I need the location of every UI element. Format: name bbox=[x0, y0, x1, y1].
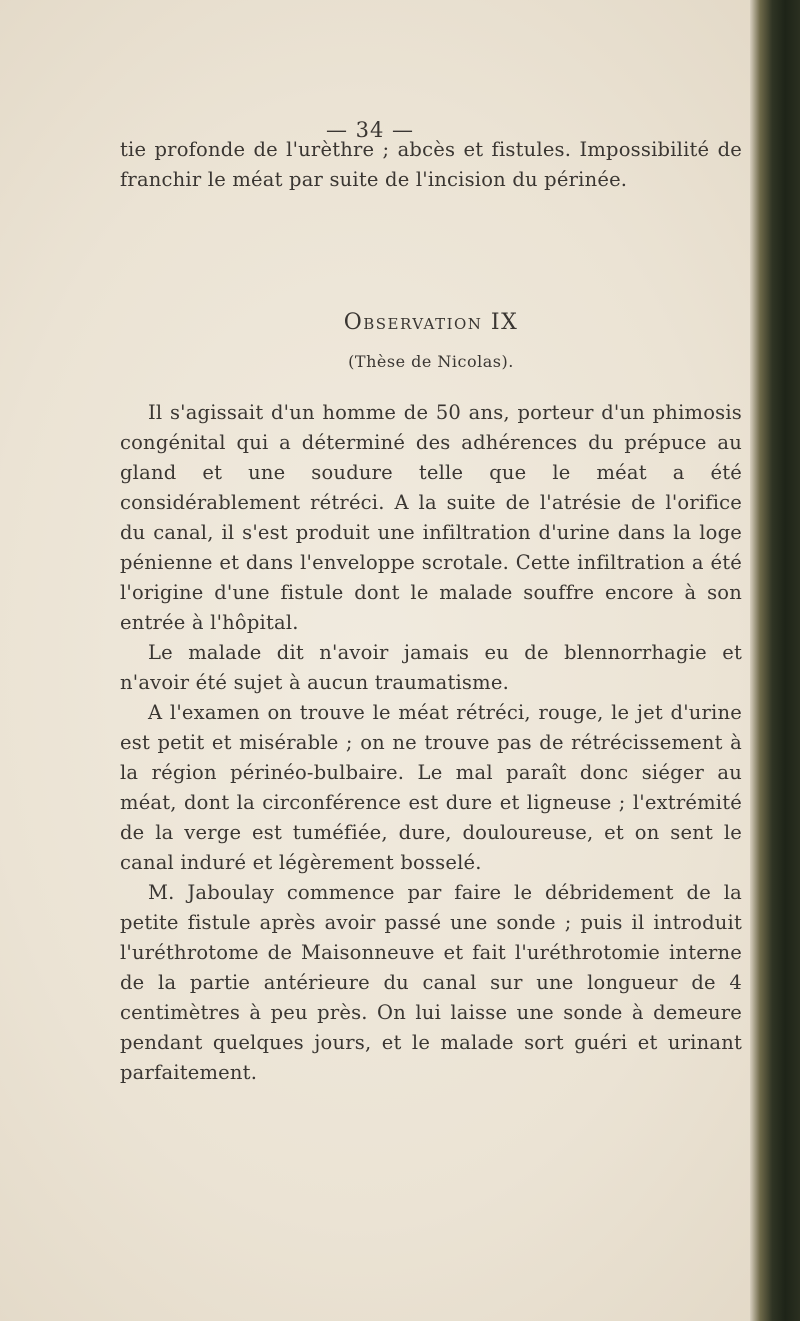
observation-title: Observation IX bbox=[343, 310, 519, 335]
observation-body bbox=[120, 398, 742, 1088]
observation-source: (Thèse de Nicolas). bbox=[348, 352, 514, 371]
body-paragraph: A l'examen on trouve le méat rétréci, rouge, le jet d'urine est petit et misérable ; on ne trouve pas de rétrécissement à la région périnéo-bulbaire. Le mal paraît donc siéger au méat, dont la circonférence est dure et ligneuse ; l'extrémité de la verge est tuméfiée, dure, douloureuse, et on sent le canal induré et légèrement bosselé. bbox=[120, 701, 742, 874]
book-spine-edge bbox=[750, 0, 800, 1321]
intro-paragraph: tie profonde de l'urèthre ; abcès et fistules. Impossibilité de franchir le méat par suite de l'incision du périnée. bbox=[120, 138, 742, 191]
body-paragraph: Le malade dit n'avoir jamais eu de blennorrhagie et n'avoir été sujet à aucun traumatisme. bbox=[120, 641, 742, 694]
body-paragraph: Il s'agissait d'un homme de 50 ans, porteur d'un phimosis congénital qui a déterminé des adhérences du prépuce au gland et une soudure telle que le méat a été considérablement rétréci. A la suite de l'atrésie de l'orifice du canal, il s'est produit une infiltration d'urine dans la loge pénienne et dans l'enveloppe scrotale. Cette infiltration a été l'origine d'une fistule dont le malade souffre encore à son entrée à l'hôpital. bbox=[120, 401, 742, 634]
page-number: — 34 — bbox=[325, 118, 415, 142]
intro-text bbox=[120, 135, 742, 195]
body-paragraph: M. Jaboulay commence par faire le débridement de la petite fistule après avoir passé une sonde ; puis il introduit l'uréthrotome de Maisonneuve et fait l'uréthrotomie interne de la partie antérieure du canal sur une longueur de 4 centimètres à peu près. On lui laisse une sonde à demeure pendant quelques jours, et le malade sort guéri et urinant parfaitement. bbox=[120, 881, 742, 1084]
